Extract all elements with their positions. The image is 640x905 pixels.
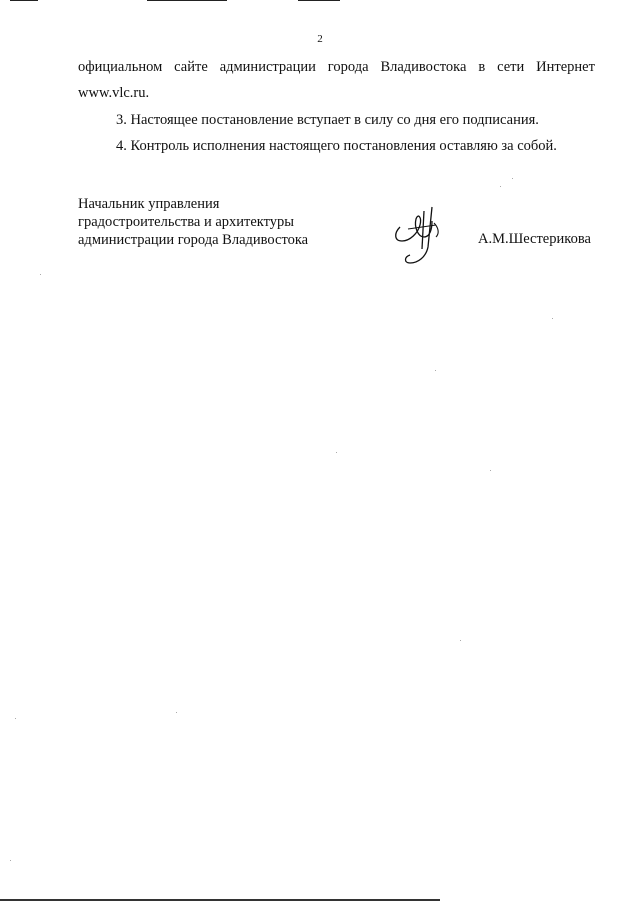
scan-speck — [336, 452, 337, 453]
scan-speck — [460, 640, 461, 641]
bottom-scan-edge — [0, 899, 440, 901]
signatory-position — [78, 195, 308, 249]
word: официальном — [78, 59, 163, 75]
website-url-line: www.vlc.ru. — [78, 85, 150, 101]
scan-speck — [40, 274, 41, 275]
word: сайте — [174, 59, 208, 75]
scan-speck — [435, 370, 436, 371]
scan-speck — [10, 860, 11, 861]
word: Владивостока — [380, 59, 467, 75]
signer-name: А.М.Шестерикова — [478, 231, 591, 247]
scan-artifact-top-center — [147, 0, 227, 1]
justified-line — [78, 58, 595, 76]
scan-speck — [176, 712, 177, 713]
word: Интернет — [536, 59, 595, 75]
item-3-text: 3. Настоящее постановление вступает в силу со дня его подписания. — [116, 112, 539, 128]
position-line-3: администрации города Владивостока — [78, 232, 309, 248]
scan-artifact-top-right — [298, 0, 340, 1]
scan-speck — [500, 186, 501, 187]
word: в — [478, 59, 486, 75]
scan-speck — [490, 470, 491, 471]
position-line-1: Начальник управления — [78, 196, 220, 212]
body-paragraph-continuation — [78, 58, 595, 76]
handwritten-signature — [388, 197, 448, 269]
position-line-2: градостроительства и архитектуры — [78, 214, 295, 230]
scan-speck — [15, 718, 16, 719]
word: сети — [497, 59, 525, 75]
item-4-text: 4. Контроль исполнения настоящего постановления оставляю за собой. — [116, 138, 557, 154]
page-number: 2 — [317, 33, 323, 45]
word: города — [327, 59, 369, 75]
scan-artifact-top-left — [10, 0, 38, 1]
word: администрации — [219, 59, 316, 75]
scan-speck — [552, 318, 553, 319]
scan-speck — [512, 178, 513, 179]
